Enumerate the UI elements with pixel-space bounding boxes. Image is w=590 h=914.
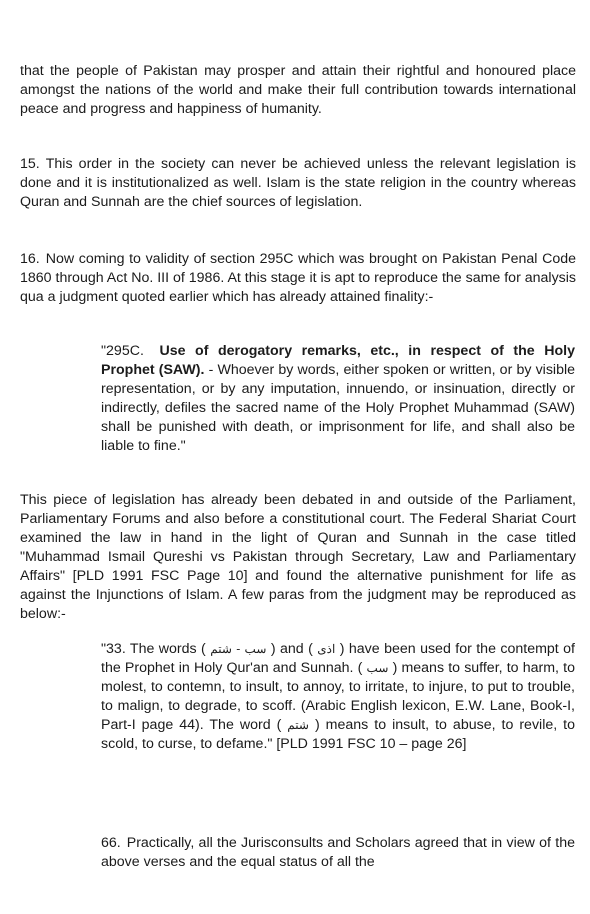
- quote-text: ) means to insult, to abuse, to revile, to scold, to curse, to defame." [PLD 1991 FSC 10 – page 26]: [101, 717, 575, 752]
- quote-text: ) means to suffer, to harm, to molest, to contemn, to insult, to annoy, to irritate, to injure, to put to trouble, to malign, to degrade, to scoff. (Arabic English lexicon, E.W. Lane, Book-I, Part-I page 44). The word (: [101, 660, 575, 733]
- arabic-term: سب: [366, 661, 389, 675]
- section-text: - Whoever by words, either spoken or written, or by visible representation, or by any imputation, innuendo, or insinuation, directly or indirectly, defiles the sacred name of the Holy Prophet Muhammad (SAW) shall be punished with death, or imprisonment for life, and shall also be liable to fine.": [101, 362, 576, 454]
- paragraph-number: 15.: [20, 156, 40, 172]
- quote-judgment-para-66: [101, 834, 575, 872]
- arabic-term: شتم: [287, 718, 309, 732]
- quote-text: "33. The words (: [101, 641, 206, 657]
- arabic-term: اذی: [317, 642, 336, 656]
- paragraph-text: Practically, all the Jurisconsults and Scholars agreed that in view of the above verses and the equal status of all the: [101, 835, 575, 870]
- quote-text: ) have been used for the contempt of the Prophet in Holy Qur'an and Sunnah. (: [101, 641, 575, 676]
- paragraph-continuation: that the people of Pakistan may prosper and attain their rightful and honoured place amongst the nations of the world and make their full contribution towards international peace and progress and happiness of humanity.: [20, 63, 576, 117]
- section-heading: Use of derogatory remarks, etc., in respect of the Holy Prophet (SAW).: [101, 343, 575, 378]
- quote-section-295c: [101, 342, 575, 456]
- paragraph-15: [20, 155, 576, 212]
- paragraph-number: 66.: [101, 835, 121, 851]
- paragraph-legislation: This piece of legislation has already been debated in and outside of the Parliament, Parliamentary Forums and also before a constitutional court. The Federal Shariat Court examined the law in hand in the light of Quran and Sunnah in the case titled "Muhammad Ismail Qureshi vs Pakistan through Secretary, Law and Parliamentary Affairs" [PLD 1991 FSC Page 10] and found the alternative punishment for life as against the Injunctions of Islam. A few paras from the judgment may be reproduced as below:-: [20, 492, 576, 622]
- quote-text: ) and (: [270, 641, 313, 657]
- quote-judgment-para-33: [101, 640, 575, 754]
- paragraph-text: This order in the society can never be achieved unless the relevant legislation is done and it is institutionalized as well. Islam is the state religion in the country whereas Quran and Sunnah are the chief sources of legislation.: [20, 156, 576, 210]
- arabic-term: سب - شتم: [210, 642, 267, 656]
- section-number: "295C.: [101, 343, 144, 359]
- paragraph-text: Now coming to validity of section 295C which was brought on Pakistan Penal Code 1860 through Act No. III of 1986. At this stage it is apt to reproduce the same for analysis qua a judgment quoted earlier which has already attained finality:-: [20, 251, 576, 305]
- paragraph-16: [20, 250, 576, 307]
- paragraph-number: 16.: [20, 251, 40, 267]
